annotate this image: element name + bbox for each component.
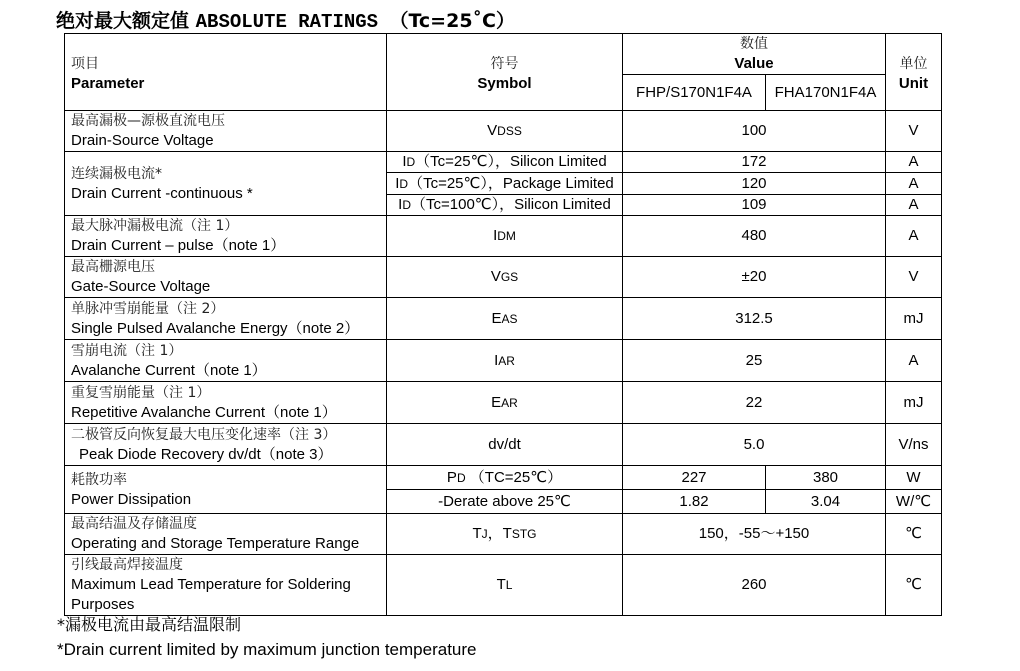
param-cell: [65, 152, 387, 216]
header-value-en: Value: [734, 55, 774, 72]
param-en: Avalanche Current（note 1）: [71, 361, 267, 379]
param-en: Drain Current – pulse（note 1）: [71, 237, 286, 254]
param-cell: [65, 555, 387, 616]
table-row-dvdt: [65, 424, 942, 466]
param-en: Single Pulsed Avalanche Energy（note 2）: [71, 319, 360, 337]
header-unit-cn: 单位: [899, 56, 928, 72]
unit-cell: V: [886, 111, 942, 152]
symbol-cell: EAR: [387, 382, 623, 424]
table-row-tj: [65, 514, 942, 555]
header-unit-en: Unit: [898, 75, 929, 92]
param-cn: 重复雪崩能量（注 1）: [71, 384, 211, 401]
unit-cell: ℃: [886, 555, 942, 616]
title-en: ABSOLUTE RATINGS: [195, 11, 379, 33]
table-row-ear: [65, 382, 942, 424]
header-parameter-cn: 项目: [71, 56, 99, 72]
header-parameter: [65, 34, 387, 111]
symbol-cell: dv/dt: [387, 424, 623, 466]
symbol-cell: IAR: [387, 340, 623, 382]
value-cell: 100: [623, 111, 886, 152]
param-cn: 最高结温及存储温度: [71, 516, 197, 532]
value-cell: 172: [623, 152, 886, 173]
param-cn: 引线最高焊接温度: [71, 557, 183, 573]
page-title: [56, 6, 515, 33]
value-cell: 25: [623, 340, 886, 382]
param-en: Power Dissipation: [71, 490, 192, 508]
unit-cell: A: [886, 173, 942, 195]
value-cell: 480: [623, 216, 886, 257]
header-symbol: [387, 34, 623, 111]
header-part-1: FHP/S170N1F4A: [623, 75, 766, 111]
header-part-2: FHA170N1F4A: [766, 75, 886, 111]
param-en: Maximum Lead Temperature for Soldering: [71, 576, 351, 593]
header-value: [623, 34, 886, 75]
header-parameter-en: Parameter: [71, 75, 145, 92]
param-en: Repetitive Avalanche Current（note 1）: [71, 403, 337, 421]
value-cell: 109: [623, 195, 886, 216]
table-row-eas: [65, 298, 942, 340]
table-row-id-1: [65, 152, 942, 173]
param-cn: 连续漏极电流*: [71, 165, 162, 182]
unit-cell: W/℃: [886, 490, 942, 514]
symbol-cell: EAS: [387, 298, 623, 340]
header-unit: [886, 34, 942, 111]
footnote-cn: *漏极电流由最高结温限制: [57, 615, 242, 634]
unit-cell: A: [886, 340, 942, 382]
value-cell-part1: 1.82: [623, 490, 766, 514]
param-cell: [65, 424, 387, 466]
symbol-cell: -Derate above 25℃: [387, 490, 623, 514]
table-row-idm: [65, 216, 942, 257]
unit-cell: A: [886, 216, 942, 257]
unit-cell: A: [886, 152, 942, 173]
value-cell: 312.5: [623, 298, 886, 340]
param-en-cont: Purposes: [71, 596, 135, 613]
value-cell: 120: [623, 173, 886, 195]
value-cell-part2: 3.04: [766, 490, 886, 514]
symbol-cell: TJ，TSTG: [387, 514, 623, 555]
param-cn: 最高漏极—源极直流电压: [71, 113, 225, 129]
table-row-vdss: [65, 111, 942, 152]
unit-cell: V: [886, 257, 942, 298]
header-symbol-en: Symbol: [477, 75, 532, 92]
param-en: Operating and Storage Temperature Range: [71, 535, 360, 552]
value-cell-part2: 380: [766, 466, 886, 490]
param-cell: [65, 111, 387, 152]
param-cn: 最高栅源电压: [71, 259, 155, 275]
param-cell: [65, 216, 387, 257]
param-cell: [65, 257, 387, 298]
footnote-en: *Drain current limited by maximum junction temperature: [57, 640, 477, 659]
value-cell: 150，-55～+150: [623, 514, 886, 555]
header-symbol-cn: 符号: [490, 56, 519, 72]
value-cell-part1: 227: [623, 466, 766, 490]
param-cell: [65, 340, 387, 382]
table-row-vgs: [65, 257, 942, 298]
param-cn: 二极管反向恢复最大电压变化速率（注 3）: [71, 426, 337, 443]
value-cell: ±20: [623, 257, 886, 298]
header-row: [65, 34, 942, 75]
symbol-cell: ID（Tc=100℃），Silicon Limited: [387, 195, 623, 216]
unit-cell: mJ: [886, 382, 942, 424]
param-cell: [65, 514, 387, 555]
unit-cell: mJ: [886, 298, 942, 340]
table-row-iar: [65, 340, 942, 382]
param-cell: [65, 298, 387, 340]
symbol-cell: IDM: [387, 216, 623, 257]
symbol-cell: ID（Tc=25℃），Silicon Limited: [387, 152, 623, 173]
param-en: Peak Diode Recovery dv/dt（note 3）: [79, 445, 333, 463]
unit-cell: W: [886, 466, 942, 490]
title-condition: （Tc=25˚C）: [389, 10, 515, 32]
symbol-cell: VDSS: [387, 111, 623, 152]
value-cell: 260: [623, 555, 886, 616]
unit-cell: ℃: [886, 514, 942, 555]
param-cell: [65, 466, 387, 514]
symbol-cell: ID（Tc=25℃），Package Limited: [387, 173, 623, 195]
param-cn: 最大脉冲漏极电流（注 1）: [71, 218, 239, 234]
param-cn: 耗散功率: [71, 471, 127, 488]
param-en: Drain Current -continuous *: [71, 184, 253, 202]
table-row-pd-1: [65, 466, 942, 490]
unit-cell: V/ns: [886, 424, 942, 466]
value-cell: 5.0: [623, 424, 886, 466]
title-cn: 绝对最大额定值: [56, 10, 190, 32]
absolute-ratings-table: [64, 33, 942, 616]
param-en: Drain-Source Voltage: [71, 132, 214, 149]
param-cn: 雪崩电流（注 1）: [71, 342, 183, 359]
param-cn: 单脉冲雪崩能量（注 2）: [71, 300, 225, 317]
header-value-cn: 数值: [740, 36, 768, 52]
unit-cell: A: [886, 195, 942, 216]
symbol-cell: VGS: [387, 257, 623, 298]
table-row-tl: [65, 555, 942, 616]
param-cell: [65, 382, 387, 424]
param-en: Gate-Source Voltage: [71, 278, 211, 295]
value-cell: 22: [623, 382, 886, 424]
symbol-cell: PD （TC=25℃）: [387, 466, 623, 490]
symbol-cell: TL: [387, 555, 623, 616]
